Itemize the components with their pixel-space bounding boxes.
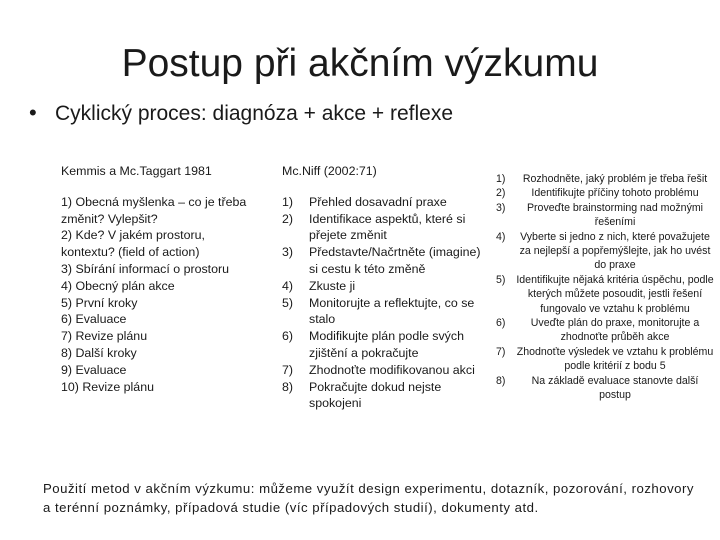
list-item (282, 278, 492, 295)
steps-column (496, 172, 720, 403)
item-number: 1) (496, 173, 506, 185)
list-item (282, 244, 492, 278)
slide-title: Postup při akčním výzkumu (121, 42, 599, 85)
list-item: 1) Obecná myšlenka – co je třeba (61, 194, 247, 209)
item-text: Zhodnoťte modifikovanou akci (309, 362, 475, 377)
list-item: 3) Sbírání informací o prostoru (61, 261, 230, 276)
item-number: 5) (282, 295, 294, 310)
item-number: 8) (282, 379, 294, 394)
list-item (496, 374, 720, 403)
item-number: 8) (496, 374, 506, 387)
item-text: Modifikujte plán podle svých zjištění a pokračujte (309, 329, 464, 360)
list-item: 8) Další kroky (61, 345, 137, 360)
item-number: 2) (496, 187, 506, 200)
item-text: Vyberte si jedno z nich, které považujete za nejlepší a popřemýšlejte, jak ho uvést do praxe (519, 230, 711, 272)
item-number: 7) (282, 362, 294, 377)
list-item (282, 194, 492, 211)
item-number: 3) (496, 201, 506, 214)
item-text: Identifikujte nějaká kritéria úspěchu, podle kterých můžete posoudit, jestli řešení fungovalo ve vztahu k problému (516, 273, 714, 315)
list-item (496, 201, 720, 230)
item-number: 3) (282, 245, 294, 260)
item-number: 4) (282, 278, 294, 293)
item-text: Uveďte plán do praxe, monitorujte a zhodnoťte průběh akce (530, 317, 700, 344)
list-item (496, 230, 720, 273)
bullet-dot-icon: • (29, 100, 37, 125)
item-text: Identifikujte příčiny tohoto problému (531, 187, 699, 200)
item-text: Identifikace aspektů, které si přejete změnit (309, 211, 466, 243)
item-number: 6) (282, 329, 294, 344)
list-item (282, 379, 492, 413)
item-text: Představte/Načrtněte (imagine) si cestu k této změně (309, 245, 481, 276)
kemmis-column (61, 163, 271, 395)
list-item: 7) Revize plánu (61, 329, 148, 344)
list-item (282, 211, 492, 245)
item-text: Zkuste ji (309, 278, 356, 293)
item-text: Zhodnoťte výsledek ve vztahu k problému podle kritérií z bodu 5 (516, 345, 714, 373)
list-item (496, 273, 720, 316)
item-text: Rozhodněte, jaký problém je třeba řešit (522, 173, 708, 185)
list-item: 5) První kroky (61, 295, 138, 310)
main-bullet (29, 100, 453, 126)
list-item (282, 362, 492, 379)
list-item: 10) Revize plánu (61, 379, 154, 394)
list-item: 2) Kde? V jakém prostoru, (61, 228, 205, 243)
list-item: změnit? Vylepšit? (61, 211, 158, 226)
list-item: 9) Evaluace (61, 362, 127, 377)
list-item (496, 186, 720, 200)
list-item (282, 295, 492, 329)
list-item: kontextu? (field of action) (61, 245, 200, 260)
item-text: Na základě evaluace stanovte další postup (531, 374, 699, 402)
item-number: 7) (496, 345, 506, 358)
list-item (496, 316, 720, 345)
list-item (496, 172, 720, 186)
item-number: 2) (282, 211, 294, 226)
item-number: 4) (496, 230, 506, 243)
list-item: 6) Evaluace (61, 312, 127, 327)
list-item (282, 328, 492, 362)
mcniff-heading: Mc.Niff (2002:71) (282, 164, 377, 178)
list-item (496, 345, 720, 374)
kemmis-heading: Kemmis a Mc.Taggart 1981 (61, 164, 212, 178)
list-item: 4) Obecný plán akce (61, 278, 175, 293)
item-text: Monitorujte a reflektujte, co se stalo (309, 295, 475, 327)
item-number: 6) (496, 317, 506, 330)
main-bullet-text: Cyklický proces: diagnóza + akce + reflexe (55, 102, 454, 125)
item-text: Přehled dosavadní praxe (309, 194, 447, 209)
item-text: Proveďte brainstorming nad možnými řešeními (526, 201, 704, 229)
item-text: Pokračujte dokud nejste spokojeni (309, 379, 442, 411)
footer-note: Použití metod v akčním výzkumu: můžeme využít design experimentu, dotazník, pozorování, rozhovory a terénní poznámky, případová studie (víc případových studií), dokumenty atd. (43, 481, 694, 515)
mcniff-list (282, 194, 492, 412)
item-number: 5) (496, 273, 506, 286)
mcniff-column (282, 163, 492, 412)
item-number: 1) (282, 194, 294, 209)
steps-list (496, 172, 720, 403)
